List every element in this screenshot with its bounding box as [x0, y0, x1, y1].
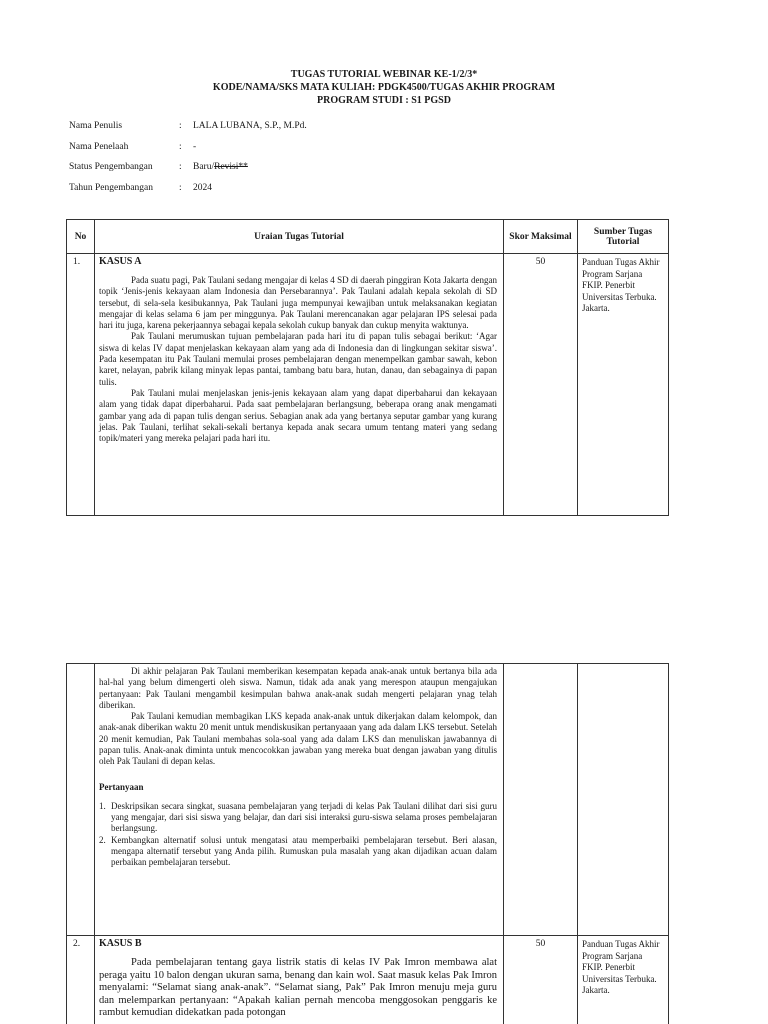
meta-colon: :	[179, 162, 182, 172]
question-text: Kembangkan alternatif solusi untuk mengatasi atau memperbaiki pembelajaran tersebut. Beri alasan, mengapa alternatif tersebut yang Anda pilih. Rumuskan pula masalah yang akan dijadikan acuan dalam perbaikan pembelajaran tersebut.	[111, 834, 497, 868]
meta-label: Nama Penulis	[69, 121, 123, 131]
case-a-paragraph: Di akhir pelajaran Pak Taulani memberikan kesempatan kepada anak-anak untuk bertanya bila ada hal-hal yang belum dimengerti oleh siswa. Namun, tidak ada anak yang merespon ataupun mengajukan pertanyaan: Pak Taulani mengambil kesimpulan bahwa anak-anak sudah mengerti pelajaran ynag telah diberikan.	[99, 666, 497, 710]
header-task-source: Sumber Tugas Tutorial	[578, 220, 669, 254]
questions-list	[99, 801, 497, 869]
document-metadata	[69, 121, 307, 203]
case-a-continued-content	[95, 664, 504, 936]
case-b-content	[95, 936, 504, 1024]
row-number: 1.	[67, 254, 95, 516]
meta-row-year	[69, 183, 307, 204]
header-task-description: Uraian Tugas Tutorial	[95, 220, 504, 254]
meta-label: Tahun Pengembangan	[69, 182, 154, 193]
meta-value: -	[193, 141, 197, 152]
case-a-paragraph: Pak Taulani mulai menjelaskan jenis-jenis kekayaan alam yang dapat diperbaharui dan kekayaan alam yang tidak dapat diperbaharui. Pada saat pembelajaran berlangsung, beberapa orang anak mengamati gambar yang ada di papan tulis dengan serius. Sebagian anak ada yang bertanya seputar gambar yang kurang jelas. Pak Taulani, terlihat sekali-sekali bertanya kepada anak secara umum tentang materi yang sedang topik/materi yang mereka pelajari pada hari itu.	[99, 387, 497, 444]
questions-title: Pertanyaan	[99, 781, 144, 792]
case-a-paragraph: Pak Taulani merumuskan tujuan pembelajaran pada hari itu di papan tulis sebagai berikut: ‘Agar siswa di kelas IV dapat menjelaskan kekayaan alam yang ada di Indonesia dan di lingkungan sekitar siswa’. Pada kesempatan itu Pak Taulani memulai proses pembelajaran dengan menempelkan gambar sawah, kebon karet, nelayan, pabrik kilang minyak lepas pantai, tambang batu bara, hutan, danau, dan sebagainya di papan tulis.	[99, 331, 497, 387]
score-empty	[504, 664, 578, 936]
meta-colon: :	[179, 141, 182, 152]
case-b-max-score: 50	[504, 936, 578, 1024]
header-no: No	[67, 220, 95, 254]
status-revision-struck: Revisi**	[214, 162, 248, 172]
case-a-source: Panduan Tugas Akhir Program Sarjana FKIP. Penerbit Universitas Terbuka. Jakarta.	[578, 254, 669, 516]
source-empty	[578, 664, 669, 936]
meta-label: Status Pengembangan	[69, 162, 153, 172]
case-a-paragraph: Pada suatu pagi, Pak Taulani sedang mengajar di kelas 4 SD di daerah pinggiran Kota Jakarta dengan topik ‘Jenis-jenis kekayaan alam Indonesia dan Persebarannya’. Pak Taulani adalah kepala sekolah di SD tersebut, di sela-sela kesibukannya, Pak Taulani juga mempunyai kewajiban untuk melaksanakan kegiatan mengajar di kelas selama 6 jam per minggunya. Pak Taulani merencanakan agar pelajaran IPS selesai pada hari itu juga, karena pekerjaannya sebagai kepala sekolah cukup banyak dan cukup menyita waktunya.	[99, 275, 497, 331]
list-item	[99, 800, 497, 835]
row-number: 2.	[67, 936, 95, 1024]
header-max-score: Skor Maksimal	[504, 220, 578, 254]
case-a-paragraph: Pak Taulani kemudian membagikan LKS kepada anak-anak untuk dikerjakan dalam kelompok, dan anak-anak diberikan waktu 20 menit untuk mendiskusikan pertanyaaan yang ada dalam LKS tersebut. Setelah 20 menit kemudian, Pak Taulani membahas sola-soal yang ada dalam LKS dan menuliskan jawabannya di papan tulis. Anak-anak diminta untuk mencocokkan jawaban yang mereka buat dengan jawaban yang ditulis oleh Pak Taulani di depan kelas.	[99, 711, 497, 767]
table-header-row	[67, 220, 669, 254]
meta-colon: :	[179, 121, 182, 131]
header-course: KODE/NAMA/SKS MATA KULIAH: PDGK4500/TUGAS AKHIR PROGRAM	[212, 82, 556, 93]
status-new: Baru/	[193, 162, 215, 172]
question-number: 2.	[99, 834, 106, 845]
meta-row-status	[69, 162, 307, 183]
meta-label: Nama Penelaah	[69, 141, 129, 152]
header-title: TUGAS TUTORIAL WEBINAR KE-1/2/3*	[290, 69, 478, 80]
tutorial-table	[66, 219, 669, 516]
table-row-case-a-continued	[67, 664, 669, 936]
header-program: PROGRAM STUDI : S1 PGSD	[317, 95, 451, 106]
table-row-case-b	[67, 936, 669, 1024]
meta-value	[193, 162, 248, 183]
document-header	[0, 68, 768, 107]
question-text: Deskripsikan secara singkat, suasana pembelajaran yang terjadi di kelas Pak Taulani dilihat dari sisi guru yang mengajar, dari sisi siswa yang belajar, dan dari sisi interaksi guru-siswa selama proses pembelajaran berlangsung.	[111, 800, 497, 834]
meta-value: LALA LUBANA, S.P., M.Pd.	[193, 121, 307, 131]
question-number: 1.	[99, 800, 106, 811]
tutorial-table-continued	[66, 663, 669, 1024]
meta-colon: :	[179, 182, 182, 193]
case-b-title: KASUS B	[99, 938, 142, 949]
meta-row-author	[69, 121, 307, 142]
list-item	[99, 834, 497, 869]
case-b-paragraph: Pada pembelajaran tentang gaya listrik statis di kelas IV Pak Imron membawa alat peraga yaitu 10 balon dengan ukuran sama, benang dan kain wol. Saat masuk kelas Pak Imron menyalami: “Selamat siang anak-anak”. “Selamat siang, Pak” Pak Imron menuju meja guru dan melemparkan pertanyaan: “Apakah kalian pernah mencoba menggosokan penggaris ke rambut kemudian didekatkan pada potongan	[99, 957, 497, 1018]
case-a-title: KASUS A	[99, 256, 142, 267]
meta-value: 2024	[193, 182, 212, 193]
row-number-empty	[67, 664, 95, 936]
case-b-source: Panduan Tugas Akhir Program Sarjana FKIP. Penerbit Universitas Terbuka. Jakarta.	[578, 936, 669, 1024]
case-a-max-score: 50	[504, 254, 578, 516]
meta-row-reviewer	[69, 142, 307, 163]
table-row-case-a	[67, 254, 669, 516]
case-a-content	[95, 254, 504, 516]
